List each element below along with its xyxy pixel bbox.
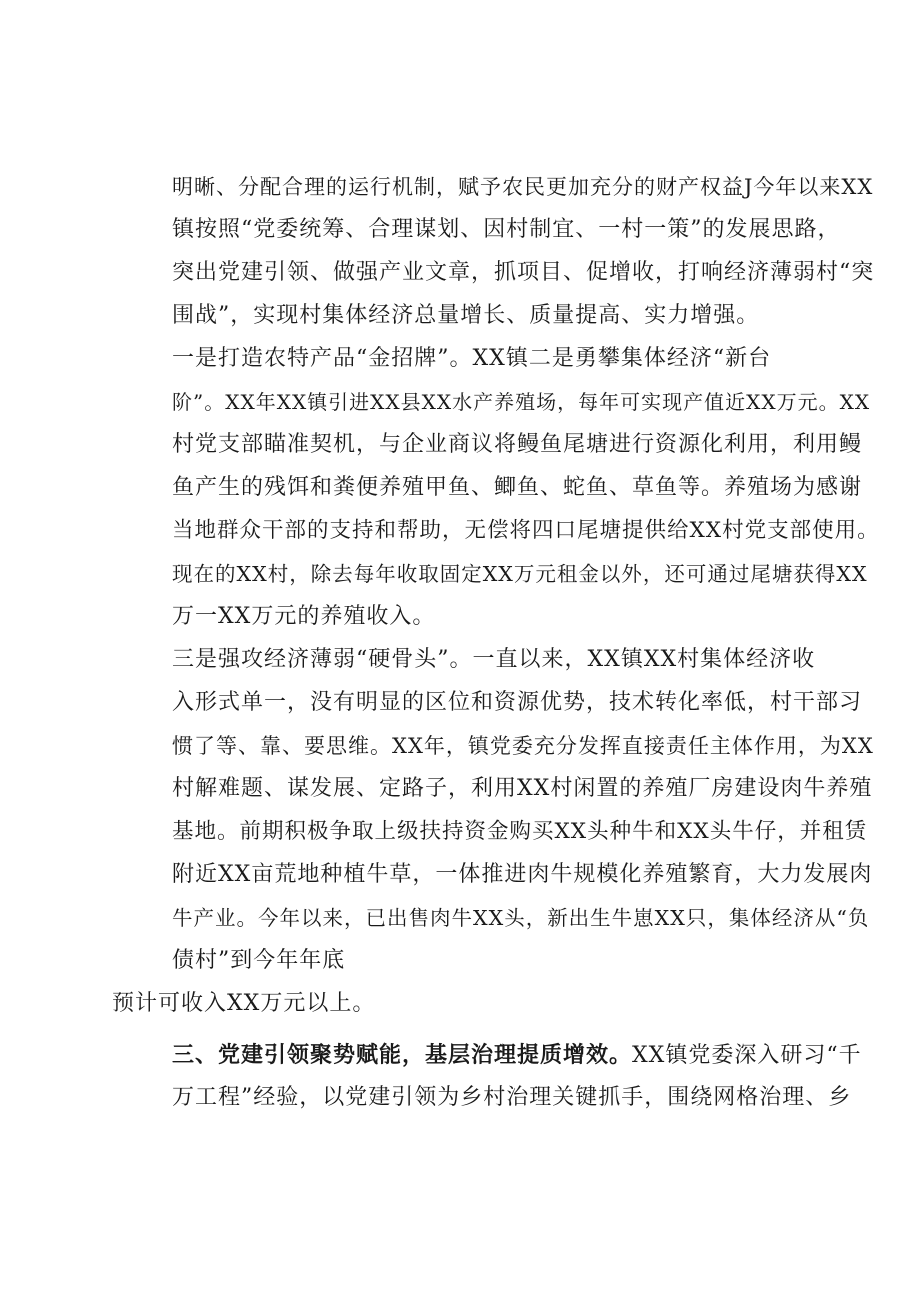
text-line: 三是强攻经济薄弱“硬骨头”。一直以来，XX镇XX村集体经济收 <box>172 647 816 672</box>
text-line: 万一XX万元的养殖收入。 <box>172 604 436 629</box>
text-line: 现在的XX村，除去每年收取固定XX万元租金以外，还可通过尾塘获得XX <box>172 562 868 586</box>
text-line: 阶”。XX年XX镇引进XX县XX水产养殖场，每年可实现产值近XX万元。XX <box>172 390 871 414</box>
text-line: 一是打造农特产品“金招牌”。XX镇二是勇攀集体经济“新台 <box>172 346 772 371</box>
text-line: 当地群众干部的支持和帮助，无偿将四口尾塘提供给XX村党支部使用。 <box>172 518 880 543</box>
text-line <box>172 1040 862 1071</box>
text-line: 村党支部瞄准契机，与企业商议将鳗鱼尾塘进行资源化利用，利用鳗 <box>172 432 863 457</box>
text-line: 入形式单一，没有明显的区位和资源优势，技术转化率低，村干部习 <box>172 690 863 715</box>
text-line: 村解难题、谋发展、定路子，利用XX村闲置的养殖厂房建设肉牛养殖 <box>172 776 873 801</box>
text-line: 万工程”经验，以党建引领为乡村治理关键抓手，围绕网格治理、乡 <box>172 1085 852 1110</box>
text-line: 债村”到今年年底 <box>172 948 346 973</box>
text-line: 预计可收入XX万元以上。 <box>112 991 376 1016</box>
text-span: XX镇党委深入研习“千 <box>632 1043 862 1068</box>
text-line: 惯了等、靠、要思维。XX年，镇党委充分发挥直接责任主体作用，为XX <box>172 734 874 758</box>
text-line: 明晰、分配合理的运行机制，赋予农民更加充分的财产权益J今年以来XX <box>172 175 874 199</box>
text-line: 牛产业。今年以来，已出售肉牛XX头，新出生牛崽XX只，集体经济从“负 <box>172 906 870 930</box>
section-heading: 三、党建引领聚势赋能，基层治理提质增效。 <box>172 1042 633 1068</box>
text-line: 鱼产生的残饵和粪便养殖甲鱼、鲫鱼、蛇鱼、草鱼等。养殖场为感谢 <box>172 475 863 500</box>
text-line: 围战”，实现村集体经济总量增长、质量提高、实力增强。 <box>172 303 760 328</box>
text-line: 镇按照“党委统筹、合理谋划、因村制宜、一村一策”的发展思路， <box>172 217 841 242</box>
text-line: 附近XX亩荒地种植牛草，一体推进肉牛规模化养殖繁育，大力发展肉 <box>172 862 873 887</box>
text-line: 突出党建引领、做强产业文章，抓项目、促增收，打响经济薄弱村“突 <box>172 260 875 285</box>
text-line: 基地。前期积极争取上级扶持资金购买XX头种牛和XX头牛仔，并租赁 <box>172 819 868 844</box>
